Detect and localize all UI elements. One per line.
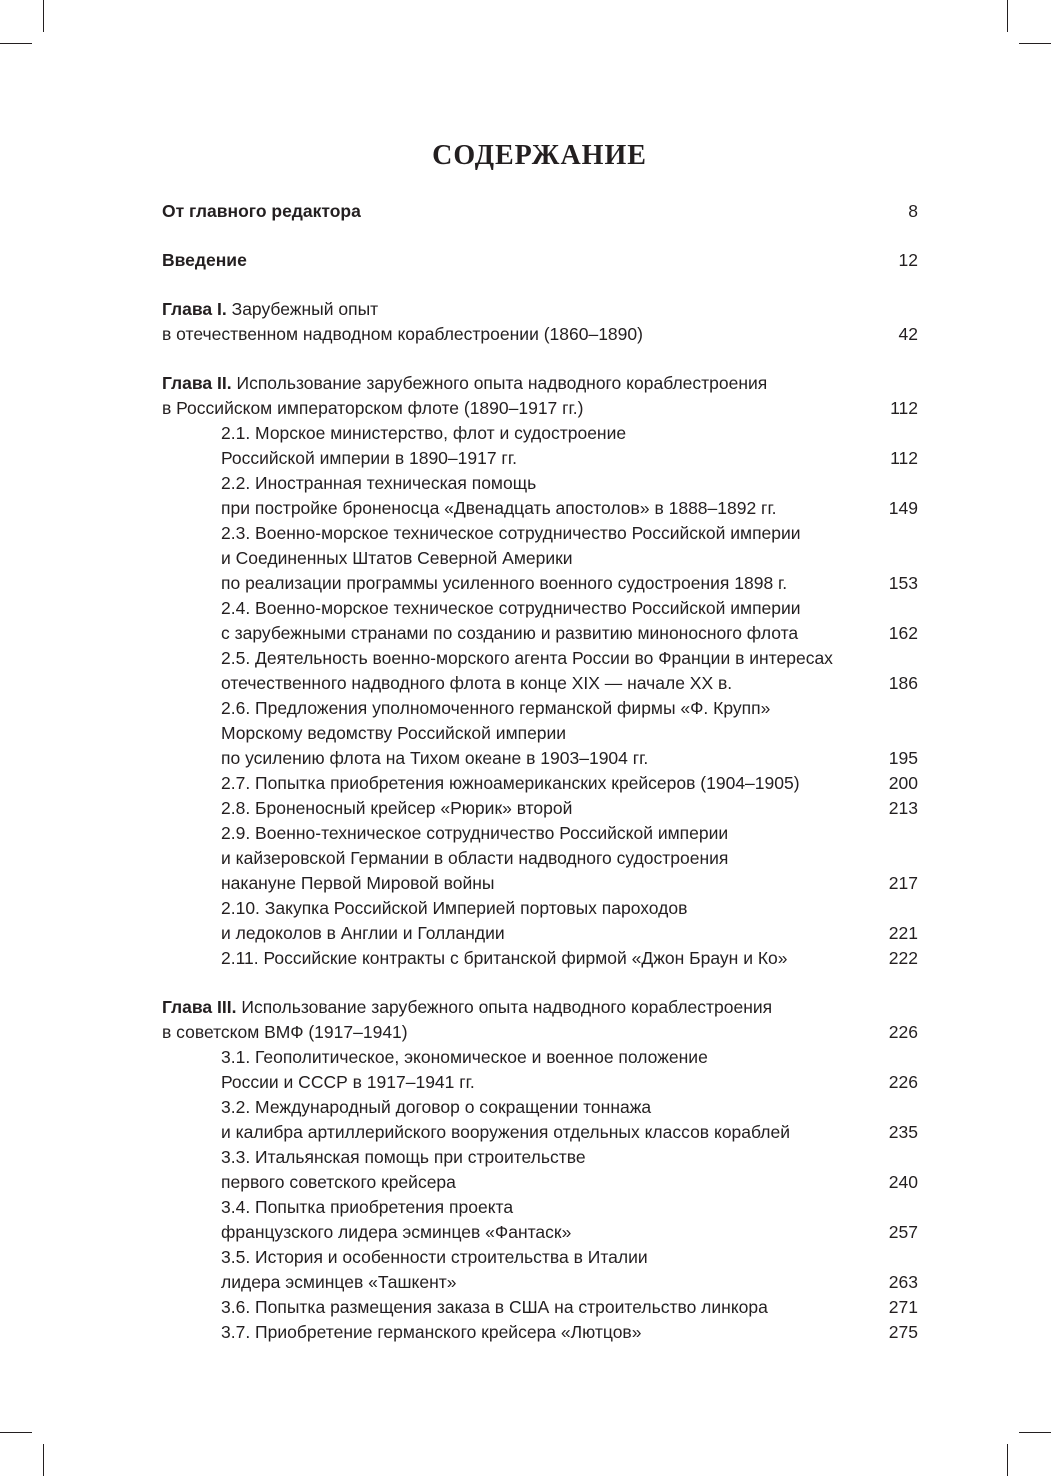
section-title-line: 2.5. Деятельность военно-морского агента России во Франции в интересах: [221, 648, 833, 668]
section-title-line: 2.6. Предложения уполномоченного германской фирмы «Ф. Крупп»: [221, 698, 771, 718]
section-title-line: и ледоколов в Англии и Голландии: [221, 923, 505, 943]
crop-mark: [1019, 1432, 1051, 1433]
toc-page-number: 240: [888, 1172, 918, 1192]
chapter-title-line: в советском ВМФ (1917–1941): [162, 1022, 408, 1042]
toc-page-number: 200: [888, 773, 918, 793]
section-title-line: лидера эсминцев «Ташкент»: [221, 1272, 457, 1292]
section-title-line: 2.8. Броненосный крейсер «Рюрик» второй: [221, 798, 573, 818]
toc-page-number: 195: [888, 748, 918, 768]
section-title-line: при постройке броненосца «Двенадцать апостолов» в 1888–1892 гг.: [221, 498, 777, 518]
crop-mark: [43, 0, 44, 32]
crop-mark: [1007, 1444, 1008, 1476]
toc-entry-2-1[interactable]: [162, 421, 918, 471]
toc-page-number: 275: [888, 1322, 918, 1342]
toc-page-number: 153: [888, 573, 918, 593]
section-title-line: первого советского крейсера: [221, 1172, 456, 1192]
section-title-line: 2.1. Морское министерство, флот и судостроение: [221, 423, 627, 443]
toc-entry-2-8[interactable]: [162, 796, 918, 821]
section-title-line: Морскому ведомству Российской империи: [221, 723, 567, 743]
chapter-label: Глава III.: [162, 997, 237, 1017]
toc-page-number: 222: [888, 948, 918, 968]
table-of-contents: [162, 199, 918, 1345]
toc-page-number: 162: [888, 623, 918, 643]
section-title-line: 3.2. Международный договор о сокращении тоннажа: [221, 1097, 652, 1117]
page-title: СОДЕРЖАНИЕ: [432, 140, 647, 171]
section-title-line: французского лидера эсминцев «Фантаск»: [221, 1222, 572, 1242]
toc-entry-label: От главного редактора: [162, 201, 361, 221]
toc-entry-chapter-2[interactable]: [162, 371, 918, 421]
section-title-line: 3.5. История и особенности строительства в Италии: [221, 1247, 648, 1267]
section-title-line: Российской империи в 1890–1917 гг.: [221, 448, 517, 468]
section-title-line: 2.3. Военно-морское техническое сотрудничество Российской империи: [221, 523, 801, 543]
section-title-line: 2.11. Российские контракты с британской фирмой «Джон Браун и Ко»: [221, 948, 788, 968]
section-title-line: и кайзеровской Германии в области надводного судостроения: [221, 848, 729, 868]
section-title-line: 2.2. Иностранная техническая помощь: [221, 473, 537, 493]
toc-entry-2-3[interactable]: [162, 521, 918, 596]
section-title-line: 2.7. Попытка приобретения южноамериканских крейсеров (1904–1905): [221, 773, 800, 793]
toc-page-number: 8: [908, 201, 918, 221]
crop-mark: [1007, 0, 1008, 32]
section-title-line: отечественного надводного флота в конце XIX — начале XX в.: [221, 673, 733, 693]
chapter-title-line: Использование зарубежного опыта надводного кораблестроения: [241, 997, 773, 1017]
crop-mark: [0, 43, 32, 44]
toc-page-number: 271: [888, 1297, 918, 1317]
toc-page-number: 42: [898, 324, 918, 344]
toc-page-number: 226: [888, 1072, 918, 1092]
section-title-line: и калибра артиллерийского вооружения отдельных классов кораблей: [221, 1122, 790, 1142]
chapter-label: Глава II.: [162, 373, 232, 393]
toc-entry-2-4[interactable]: [162, 596, 918, 646]
toc-entry-3-2[interactable]: [162, 1095, 918, 1145]
toc-entry-2-6[interactable]: [162, 696, 918, 771]
toc-entry-editor[interactable]: [162, 199, 918, 224]
toc-page-number: 112: [890, 448, 918, 468]
toc-entry-label: Введение: [162, 250, 247, 270]
section-title-line: 3.7. Приобретение германского крейсера «Лютцов»: [221, 1322, 642, 1342]
toc-entry-introduction[interactable]: [162, 248, 918, 273]
toc-entry-3-3[interactable]: [162, 1145, 918, 1195]
chapter-title-line: в Российском императорском флоте (1890–1917 гг.): [162, 398, 584, 418]
toc-page-number: 217: [888, 873, 918, 893]
section-title-line: 2.4. Военно-морское техническое сотрудничество Российской империи: [221, 598, 801, 618]
toc-entry-3-1[interactable]: [162, 1045, 918, 1095]
toc-page-number: 263: [888, 1272, 918, 1292]
section-title-line: с зарубежными странами по созданию и развитию миноносного флота: [221, 623, 799, 643]
toc-page-number: 186: [888, 673, 918, 693]
section-title-line: 3.6. Попытка размещения заказа в США на строительство линкора: [221, 1297, 768, 1317]
toc-entry-2-2[interactable]: [162, 471, 918, 521]
toc-entry-2-5[interactable]: [162, 646, 918, 696]
chapter-title-line: в отечественном надводном кораблестроении (1860–1890): [162, 324, 643, 344]
toc-page-number: 221: [888, 923, 918, 943]
toc-entry-2-9[interactable]: [162, 821, 918, 896]
chapter-title-line: Зарубежный опыт: [231, 299, 379, 319]
section-title-line: по реализации программы усиленного военного судостроения 1898 г.: [221, 573, 788, 593]
toc-entry-3-6[interactable]: [162, 1295, 918, 1320]
crop-mark: [43, 1444, 44, 1476]
toc-page-number: 257: [888, 1222, 918, 1242]
section-title-line: России и СССР в 1917–1941 гг.: [221, 1072, 475, 1092]
crop-mark: [0, 1432, 32, 1433]
toc-page-number: 149: [888, 498, 918, 518]
toc-entry-chapter-1[interactable]: [162, 297, 918, 347]
section-title-line: по усилению флота на Тихом океане в 1903–1904 гг.: [221, 748, 649, 768]
toc-page-number: 213: [888, 798, 918, 818]
toc-entry-3-5[interactable]: [162, 1245, 918, 1295]
section-title-line: накануне Первой Мировой войны: [221, 873, 495, 893]
toc-entry-3-7[interactable]: [162, 1320, 918, 1345]
section-title-line: 2.10. Закупка Российской Империей портовых пароходов: [221, 898, 688, 918]
toc-entry-2-7[interactable]: [162, 771, 918, 796]
toc-page-number: 226: [888, 1022, 918, 1042]
section-title-line: 3.3. Итальянская помощь при строительстве: [221, 1147, 586, 1167]
toc-page-number: 235: [888, 1122, 918, 1142]
section-title-line: и Соединенных Штатов Северной Америки: [221, 548, 573, 568]
toc-page-number: 12: [898, 250, 918, 270]
toc-entry-2-10[interactable]: [162, 896, 918, 946]
section-title-line: 3.4. Попытка приобретения проекта: [221, 1197, 514, 1217]
toc-entry-chapter-3[interactable]: [162, 995, 918, 1045]
chapter-label: Глава I.: [162, 299, 227, 319]
toc-entry-3-4[interactable]: [162, 1195, 918, 1245]
toc-entry-2-11[interactable]: [162, 946, 918, 971]
section-title-line: 2.9. Военно-техническое сотрудничество Российской империи: [221, 823, 729, 843]
crop-mark: [1019, 43, 1051, 44]
toc-page-number: 112: [890, 398, 918, 418]
section-title-line: 3.1. Геополитическое, экономическое и военное положение: [221, 1047, 708, 1067]
chapter-title-line: Использование зарубежного опыта надводного кораблестроения: [236, 373, 768, 393]
